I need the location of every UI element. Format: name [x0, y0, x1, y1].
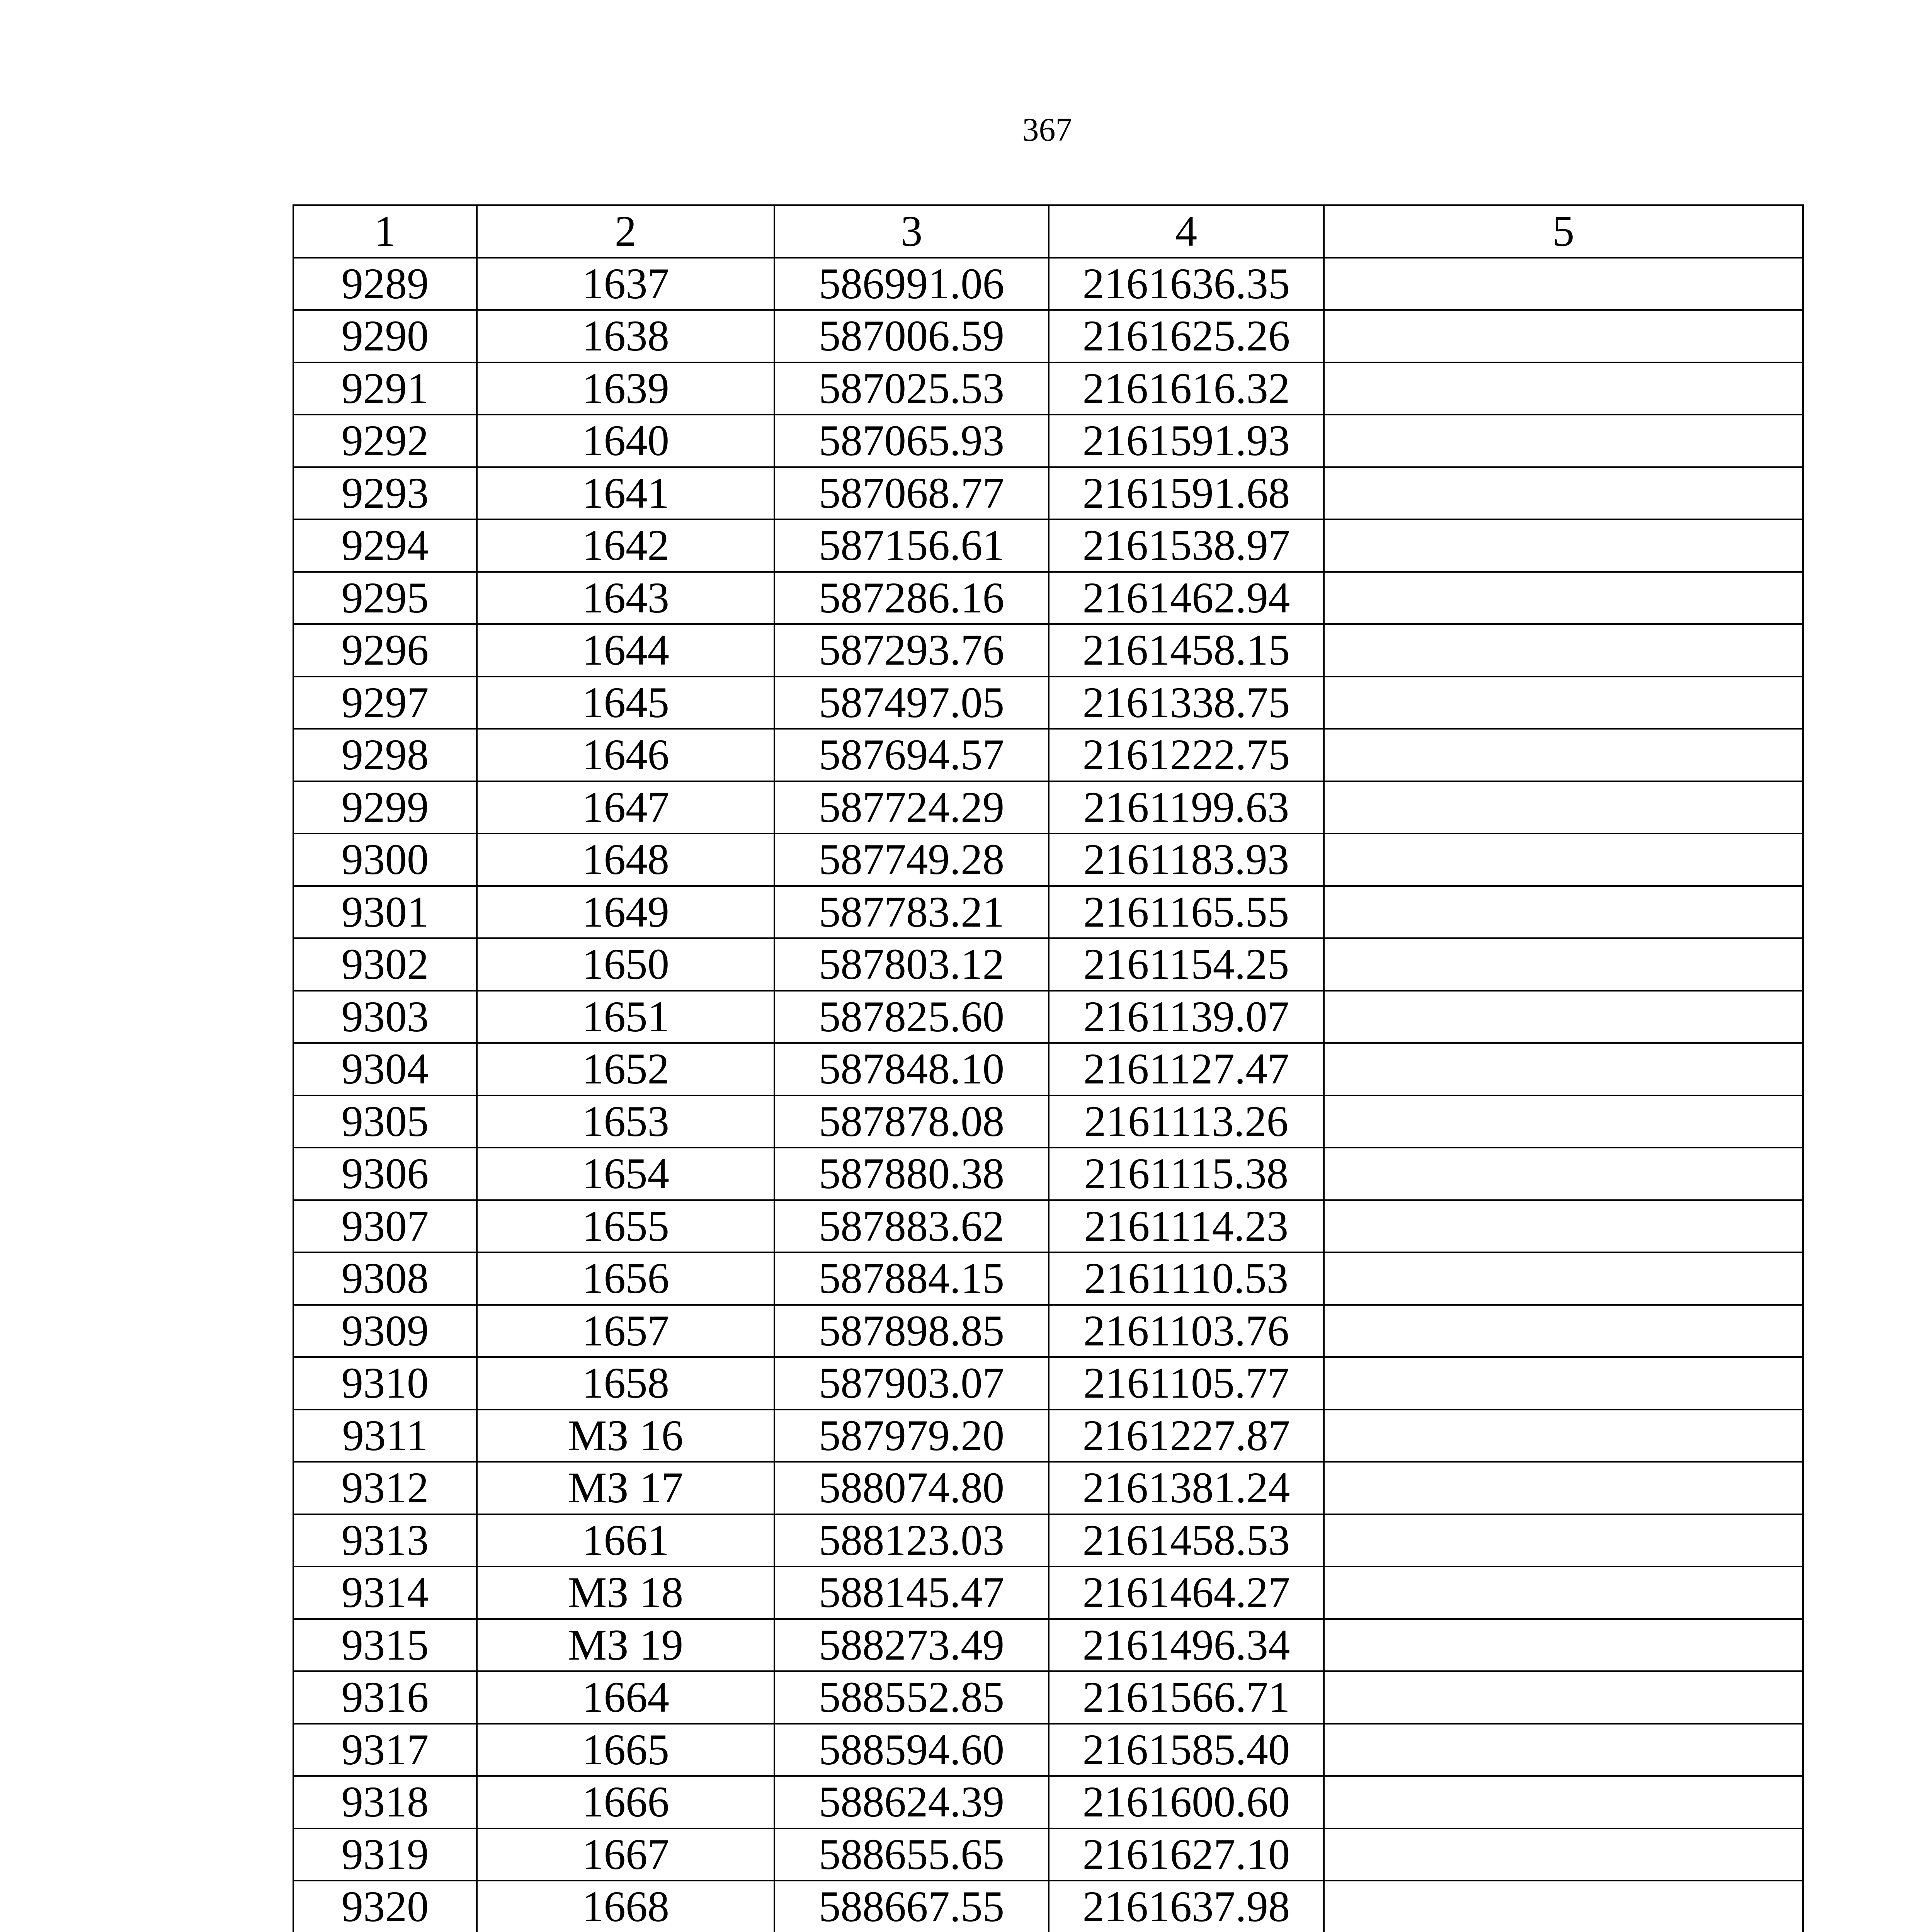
- table-row: [293, 1724, 1803, 1776]
- table-cell: 2161625.26: [1049, 310, 1324, 362]
- table-cell: 1646: [477, 729, 774, 781]
- table-cell: 1664: [477, 1671, 774, 1724]
- table-row: [293, 1252, 1803, 1305]
- table-cell: 2161165.55: [1049, 886, 1324, 939]
- table-cell: 1641: [477, 467, 774, 520]
- table-cell: 1652: [477, 1043, 774, 1095]
- column-header: 3: [774, 205, 1049, 258]
- table-cell: 9292: [293, 415, 477, 467]
- table-cell: 588123.03: [774, 1514, 1049, 1567]
- table-cell: 1656: [477, 1252, 774, 1305]
- table-cell: [1324, 886, 1803, 939]
- table-row: [293, 1776, 1803, 1828]
- table-cell: 9311: [293, 1410, 477, 1462]
- table-cell: 9308: [293, 1252, 477, 1305]
- table-cell: 587694.57: [774, 729, 1049, 781]
- table-row: [293, 310, 1803, 362]
- table-cell: [1324, 1514, 1803, 1567]
- table-row: [293, 991, 1803, 1043]
- table-cell: 2161381.24: [1049, 1462, 1324, 1514]
- table-cell: 1637: [477, 258, 774, 310]
- table-cell: [1324, 1305, 1803, 1357]
- table-cell: 2161637.98: [1049, 1881, 1324, 1932]
- table-row: [293, 1200, 1803, 1253]
- table-row: [293, 415, 1803, 467]
- table-cell: 2161591.93: [1049, 415, 1324, 467]
- table-cell: 588273.49: [774, 1619, 1049, 1672]
- table-row: [293, 833, 1803, 886]
- table-cell: 2161114.23: [1049, 1200, 1324, 1253]
- table-cell: 9295: [293, 572, 477, 624]
- table-cell: 1648: [477, 833, 774, 886]
- table-cell: 586991.06: [774, 258, 1049, 310]
- table-cell: 588667.55: [774, 1881, 1049, 1932]
- table-row: [293, 938, 1803, 991]
- table-cell: 2161199.63: [1049, 781, 1324, 834]
- table-cell: 9298: [293, 729, 477, 781]
- table-cell: 9310: [293, 1357, 477, 1410]
- table-cell: 9309: [293, 1305, 477, 1357]
- table-cell: 588594.60: [774, 1724, 1049, 1776]
- table-cell: 9301: [293, 886, 477, 939]
- table-cell: 9304: [293, 1043, 477, 1095]
- table-cell: 9316: [293, 1671, 477, 1724]
- table-row: [293, 1357, 1803, 1410]
- table-cell: 9320: [293, 1881, 477, 1932]
- table-cell: 2161458.53: [1049, 1514, 1324, 1567]
- table-cell: 9299: [293, 781, 477, 834]
- table-cell: [1324, 572, 1803, 624]
- table-cell: 9293: [293, 467, 477, 520]
- table-cell: [1324, 362, 1803, 415]
- table-cell: [1324, 781, 1803, 834]
- table-cell: 587293.76: [774, 624, 1049, 677]
- table-cell: [1324, 467, 1803, 520]
- column-header: 4: [1049, 205, 1324, 258]
- table-cell: МЗ 17: [477, 1462, 774, 1514]
- table-cell: 1650: [477, 938, 774, 991]
- table-cell: 587749.28: [774, 833, 1049, 886]
- table-cell: 2161464.27: [1049, 1566, 1324, 1619]
- table-cell: 1639: [477, 362, 774, 415]
- table-cell: 2161105.77: [1049, 1357, 1324, 1410]
- table-cell: 1665: [477, 1724, 774, 1776]
- table-cell: 2161139.07: [1049, 991, 1324, 1043]
- table-cell: 2161113.26: [1049, 1095, 1324, 1148]
- table-cell: 9294: [293, 519, 477, 572]
- table-cell: 587825.60: [774, 991, 1049, 1043]
- table-cell: 587783.21: [774, 886, 1049, 939]
- table-cell: 2161127.47: [1049, 1043, 1324, 1095]
- table-cell: 1658: [477, 1357, 774, 1410]
- table-cell: [1324, 1095, 1803, 1148]
- table-cell: 1645: [477, 677, 774, 729]
- table-cell: 2161566.71: [1049, 1671, 1324, 1724]
- table-row: [293, 1043, 1803, 1095]
- table-cell: 1651: [477, 991, 774, 1043]
- table-cell: [1324, 258, 1803, 310]
- table-cell: 9317: [293, 1724, 477, 1776]
- table-row: [293, 886, 1803, 939]
- table-cell: 1668: [477, 1881, 774, 1932]
- table-row: [293, 781, 1803, 834]
- table-cell: 9289: [293, 258, 477, 310]
- table-cell: [1324, 1462, 1803, 1514]
- table-cell: 588074.80: [774, 1462, 1049, 1514]
- table-cell: 2161600.60: [1049, 1776, 1324, 1828]
- table-row: [293, 1619, 1803, 1672]
- table-header-row: [293, 205, 1803, 258]
- table-cell: МЗ 16: [477, 1410, 774, 1462]
- table-cell: [1324, 991, 1803, 1043]
- table-cell: 9291: [293, 362, 477, 415]
- table-row: [293, 729, 1803, 781]
- table-row: [293, 1671, 1803, 1724]
- table-cell: [1324, 938, 1803, 991]
- table-cell: 2161591.68: [1049, 467, 1324, 520]
- table-cell: [1324, 1724, 1803, 1776]
- page-number: 367: [1022, 111, 1072, 148]
- table-cell: [1324, 1566, 1803, 1619]
- table-cell: [1324, 833, 1803, 886]
- table-cell: 2161338.75: [1049, 677, 1324, 729]
- table-cell: [1324, 1410, 1803, 1462]
- table-cell: [1324, 519, 1803, 572]
- table-cell: 1643: [477, 572, 774, 624]
- table-cell: 2161183.93: [1049, 833, 1324, 886]
- table-cell: 587286.16: [774, 572, 1049, 624]
- table-cell: 2161154.25: [1049, 938, 1324, 991]
- table-cell: 587068.77: [774, 467, 1049, 520]
- table-cell: [1324, 1881, 1803, 1932]
- table-cell: 1654: [477, 1148, 774, 1200]
- table-cell: 9313: [293, 1514, 477, 1567]
- column-header: 5: [1324, 205, 1803, 258]
- table-cell: 587903.07: [774, 1357, 1049, 1410]
- table-cell: [1324, 624, 1803, 677]
- table-cell: 9305: [293, 1095, 477, 1148]
- table-cell: [1324, 1619, 1803, 1672]
- table-cell: 1642: [477, 519, 774, 572]
- table-cell: 587898.85: [774, 1305, 1049, 1357]
- table-cell: [1324, 1828, 1803, 1881]
- table-cell: 1638: [477, 310, 774, 362]
- table-cell: 2161458.15: [1049, 624, 1324, 677]
- table-cell: 587724.29: [774, 781, 1049, 834]
- table-cell: 587979.20: [774, 1410, 1049, 1462]
- table-row: [293, 1095, 1803, 1148]
- column-header: 2: [477, 205, 774, 258]
- table-cell: 587025.53: [774, 362, 1049, 415]
- table-cell: 587880.38: [774, 1148, 1049, 1200]
- table-row: [293, 1566, 1803, 1619]
- table-cell: 587878.08: [774, 1095, 1049, 1148]
- table-cell: МЗ 19: [477, 1619, 774, 1672]
- table-cell: 2161616.32: [1049, 362, 1324, 415]
- table-cell: 587065.93: [774, 415, 1049, 467]
- table-cell: 9300: [293, 833, 477, 886]
- table-row: [293, 1410, 1803, 1462]
- table-cell: 1661: [477, 1514, 774, 1567]
- table-cell: 588552.85: [774, 1671, 1049, 1724]
- table-cell: 2161110.53: [1049, 1252, 1324, 1305]
- table-row: [293, 1514, 1803, 1567]
- table-cell: 9306: [293, 1148, 477, 1200]
- table-cell: 9302: [293, 938, 477, 991]
- table-cell: 587006.59: [774, 310, 1049, 362]
- table-cell: 9297: [293, 677, 477, 729]
- table-cell: 1657: [477, 1305, 774, 1357]
- table-cell: 2161222.75: [1049, 729, 1324, 781]
- coordinates-table: [293, 204, 1804, 1932]
- table-cell: [1324, 729, 1803, 781]
- table-cell: 1649: [477, 886, 774, 939]
- table-cell: 1640: [477, 415, 774, 467]
- table-cell: 9307: [293, 1200, 477, 1253]
- table-cell: 588145.47: [774, 1566, 1049, 1619]
- table-row: [293, 572, 1803, 624]
- table-cell: 1644: [477, 624, 774, 677]
- table-cell: 2161538.97: [1049, 519, 1324, 572]
- table-cell: [1324, 1357, 1803, 1410]
- table-cell: 587883.62: [774, 1200, 1049, 1253]
- table-cell: 1666: [477, 1776, 774, 1828]
- table-cell: 587156.61: [774, 519, 1049, 572]
- table-row: [293, 362, 1803, 415]
- table-row: [293, 677, 1803, 729]
- table-row: [293, 1828, 1803, 1881]
- table-cell: 588655.65: [774, 1828, 1049, 1881]
- table-cell: 2161496.34: [1049, 1619, 1324, 1672]
- table-cell: 9296: [293, 624, 477, 677]
- table-cell: 2161115.38: [1049, 1148, 1324, 1200]
- table-cell: [1324, 1148, 1803, 1200]
- table-row: [293, 1462, 1803, 1514]
- table-cell: 587497.05: [774, 677, 1049, 729]
- table-row: [293, 1881, 1803, 1932]
- table-cell: 2161636.35: [1049, 258, 1324, 310]
- column-header: 1: [293, 205, 477, 258]
- table-cell: [1324, 415, 1803, 467]
- table-cell: [1324, 1043, 1803, 1095]
- table-row: [293, 624, 1803, 677]
- table-cell: 1653: [477, 1095, 774, 1148]
- table-cell: 9314: [293, 1566, 477, 1619]
- table-cell: [1324, 310, 1803, 362]
- table-cell: 2161585.40: [1049, 1724, 1324, 1776]
- table-cell: 2161103.76: [1049, 1305, 1324, 1357]
- table-cell: 1647: [477, 781, 774, 834]
- table-cell: 2161227.87: [1049, 1410, 1324, 1462]
- table-cell: [1324, 677, 1803, 729]
- table-cell: [1324, 1671, 1803, 1724]
- table-cell: [1324, 1252, 1803, 1305]
- table-row: [293, 258, 1803, 310]
- table-cell: 9303: [293, 991, 477, 1043]
- table-cell: 587803.12: [774, 938, 1049, 991]
- table-cell: МЗ 18: [477, 1566, 774, 1619]
- table-cell: 1667: [477, 1828, 774, 1881]
- table-cell: [1324, 1200, 1803, 1253]
- table-cell: 2161462.94: [1049, 572, 1324, 624]
- table-row: [293, 519, 1803, 572]
- table-cell: 9290: [293, 310, 477, 362]
- table-cell: 1655: [477, 1200, 774, 1253]
- table-cell: 588624.39: [774, 1776, 1049, 1828]
- table-cell: [1324, 1776, 1803, 1828]
- table-cell: 587848.10: [774, 1043, 1049, 1095]
- table-cell: 2161627.10: [1049, 1828, 1324, 1881]
- table-row: [293, 467, 1803, 520]
- table-cell: 9319: [293, 1828, 477, 1881]
- table-cell: 9315: [293, 1619, 477, 1672]
- table-row: [293, 1305, 1803, 1357]
- table-cell: 9312: [293, 1462, 477, 1514]
- table-cell: 9318: [293, 1776, 477, 1828]
- table-body: [293, 258, 1803, 1932]
- table-cell: 587884.15: [774, 1252, 1049, 1305]
- table-row: [293, 1148, 1803, 1200]
